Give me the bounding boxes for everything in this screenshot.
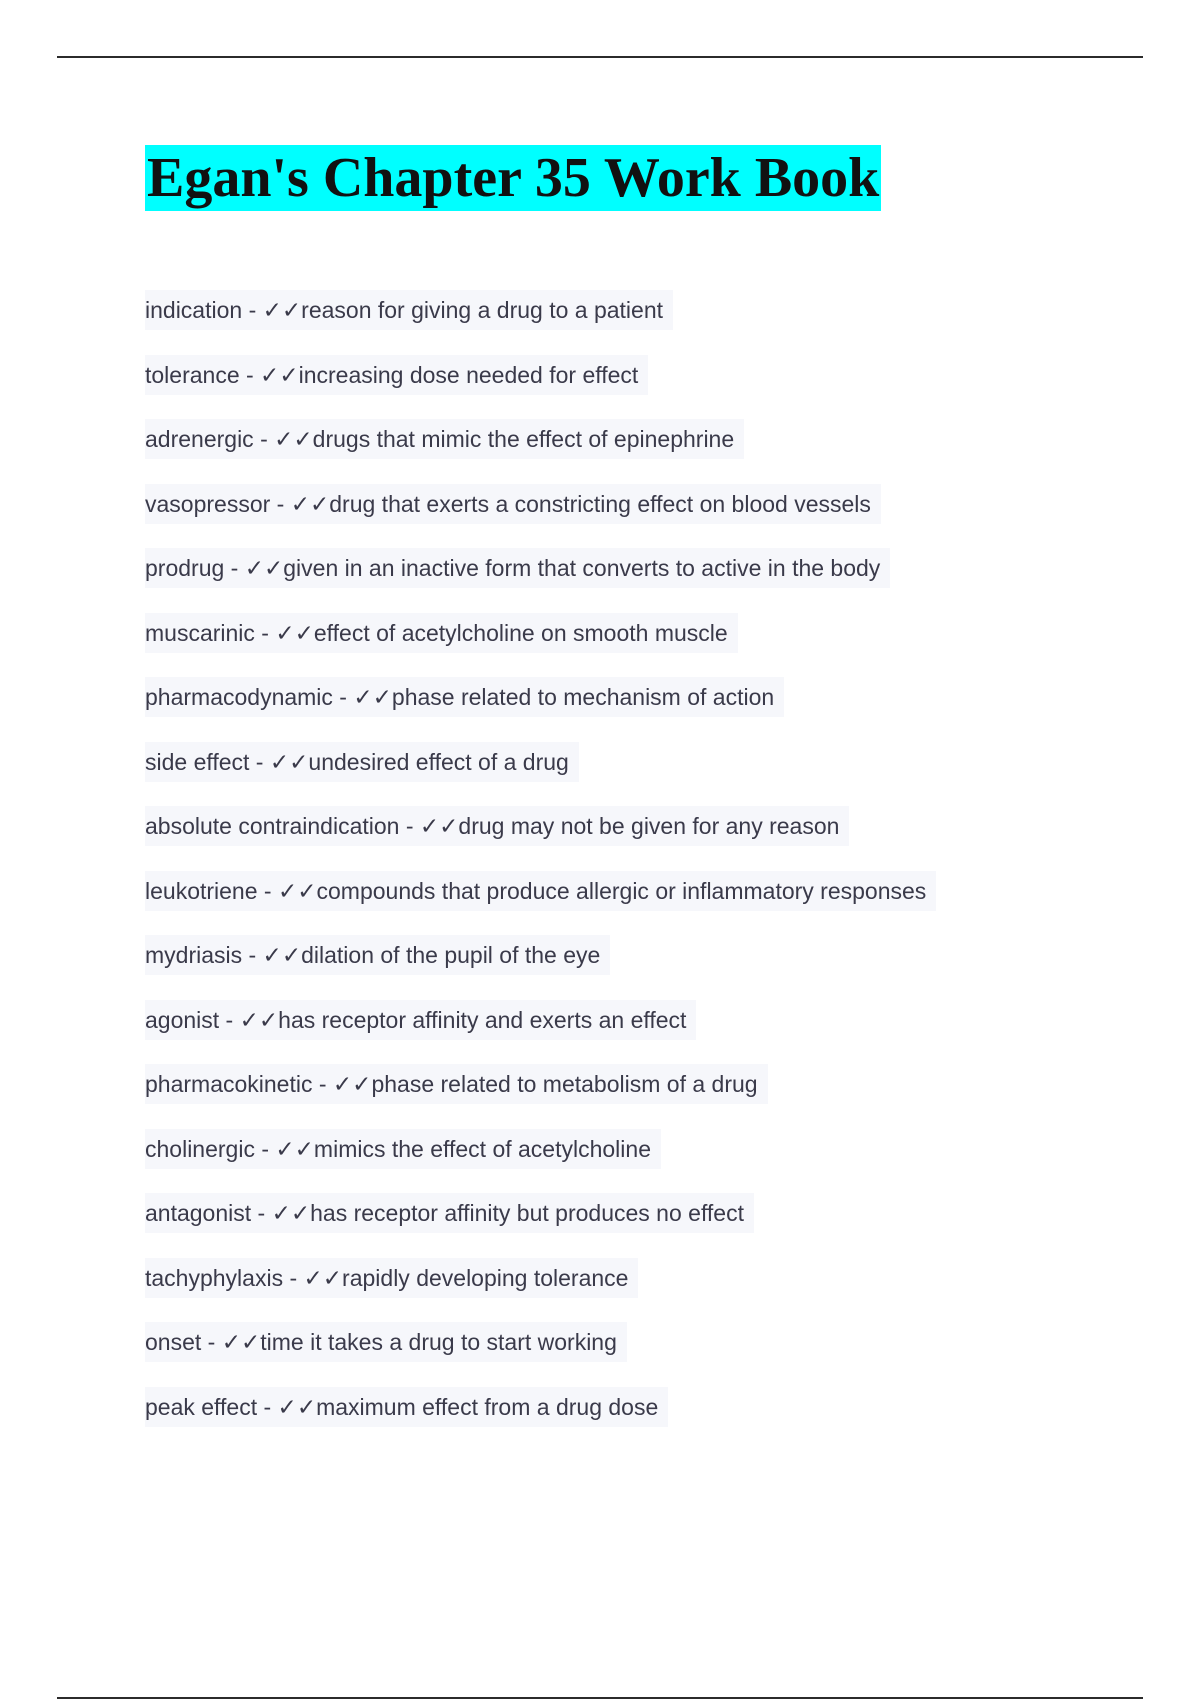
term-definition: vasopressor - ✓✓drug that exerts a constricting effect on blood vessels (145, 484, 881, 524)
term-definition: cholinergic - ✓✓mimics the effect of acetylcholine (145, 1129, 661, 1169)
term-definition: pharmacodynamic - ✓✓phase related to mechanism of action (145, 677, 784, 717)
list-item (145, 1129, 936, 1194)
list-item (145, 1258, 936, 1323)
term-definition: agonist - ✓✓has receptor affinity and exerts an effect (145, 1000, 696, 1040)
list-item (145, 613, 936, 678)
list-item (145, 742, 936, 807)
bottom-divider (57, 1697, 1143, 1699)
list-item (145, 871, 936, 936)
list-item (145, 484, 936, 549)
list-item (145, 1000, 936, 1065)
term-definition: muscarinic - ✓✓effect of acetylcholine on smooth muscle (145, 613, 738, 653)
term-definition: onset - ✓✓time it takes a drug to start working (145, 1322, 627, 1362)
term-definition: tachyphylaxis - ✓✓rapidly developing tolerance (145, 1258, 638, 1298)
list-item (145, 548, 936, 613)
list-item (145, 290, 936, 355)
term-list (145, 290, 936, 1451)
term-definition: tolerance - ✓✓increasing dose needed for effect (145, 355, 648, 395)
term-definition: leukotriene - ✓✓compounds that produce allergic or inflammatory responses (145, 871, 936, 911)
term-definition: side effect - ✓✓undesired effect of a drug (145, 742, 579, 782)
term-definition: antagonist - ✓✓has receptor affinity but produces no effect (145, 1193, 754, 1233)
list-item (145, 1387, 936, 1452)
list-item (145, 677, 936, 742)
list-item (145, 419, 936, 484)
list-item (145, 806, 936, 871)
term-definition: mydriasis - ✓✓dilation of the pupil of the eye (145, 935, 610, 975)
term-definition: adrenergic - ✓✓drugs that mimic the effect of epinephrine (145, 419, 744, 459)
list-item (145, 1064, 936, 1129)
list-item (145, 935, 936, 1000)
term-definition: absolute contraindication - ✓✓drug may not be given for any reason (145, 806, 849, 846)
term-definition: prodrug - ✓✓given in an inactive form that converts to active in the body (145, 548, 890, 588)
term-definition: peak effect - ✓✓maximum effect from a drug dose (145, 1387, 668, 1427)
top-divider (57, 56, 1143, 58)
term-definition: pharmacokinetic - ✓✓phase related to metabolism of a drug (145, 1064, 768, 1104)
list-item (145, 355, 936, 420)
term-definition: indication - ✓✓reason for giving a drug to a patient (145, 290, 673, 330)
list-item (145, 1193, 936, 1258)
list-item (145, 1322, 936, 1387)
document-title: Egan's Chapter 35 Work Book (147, 147, 880, 209)
